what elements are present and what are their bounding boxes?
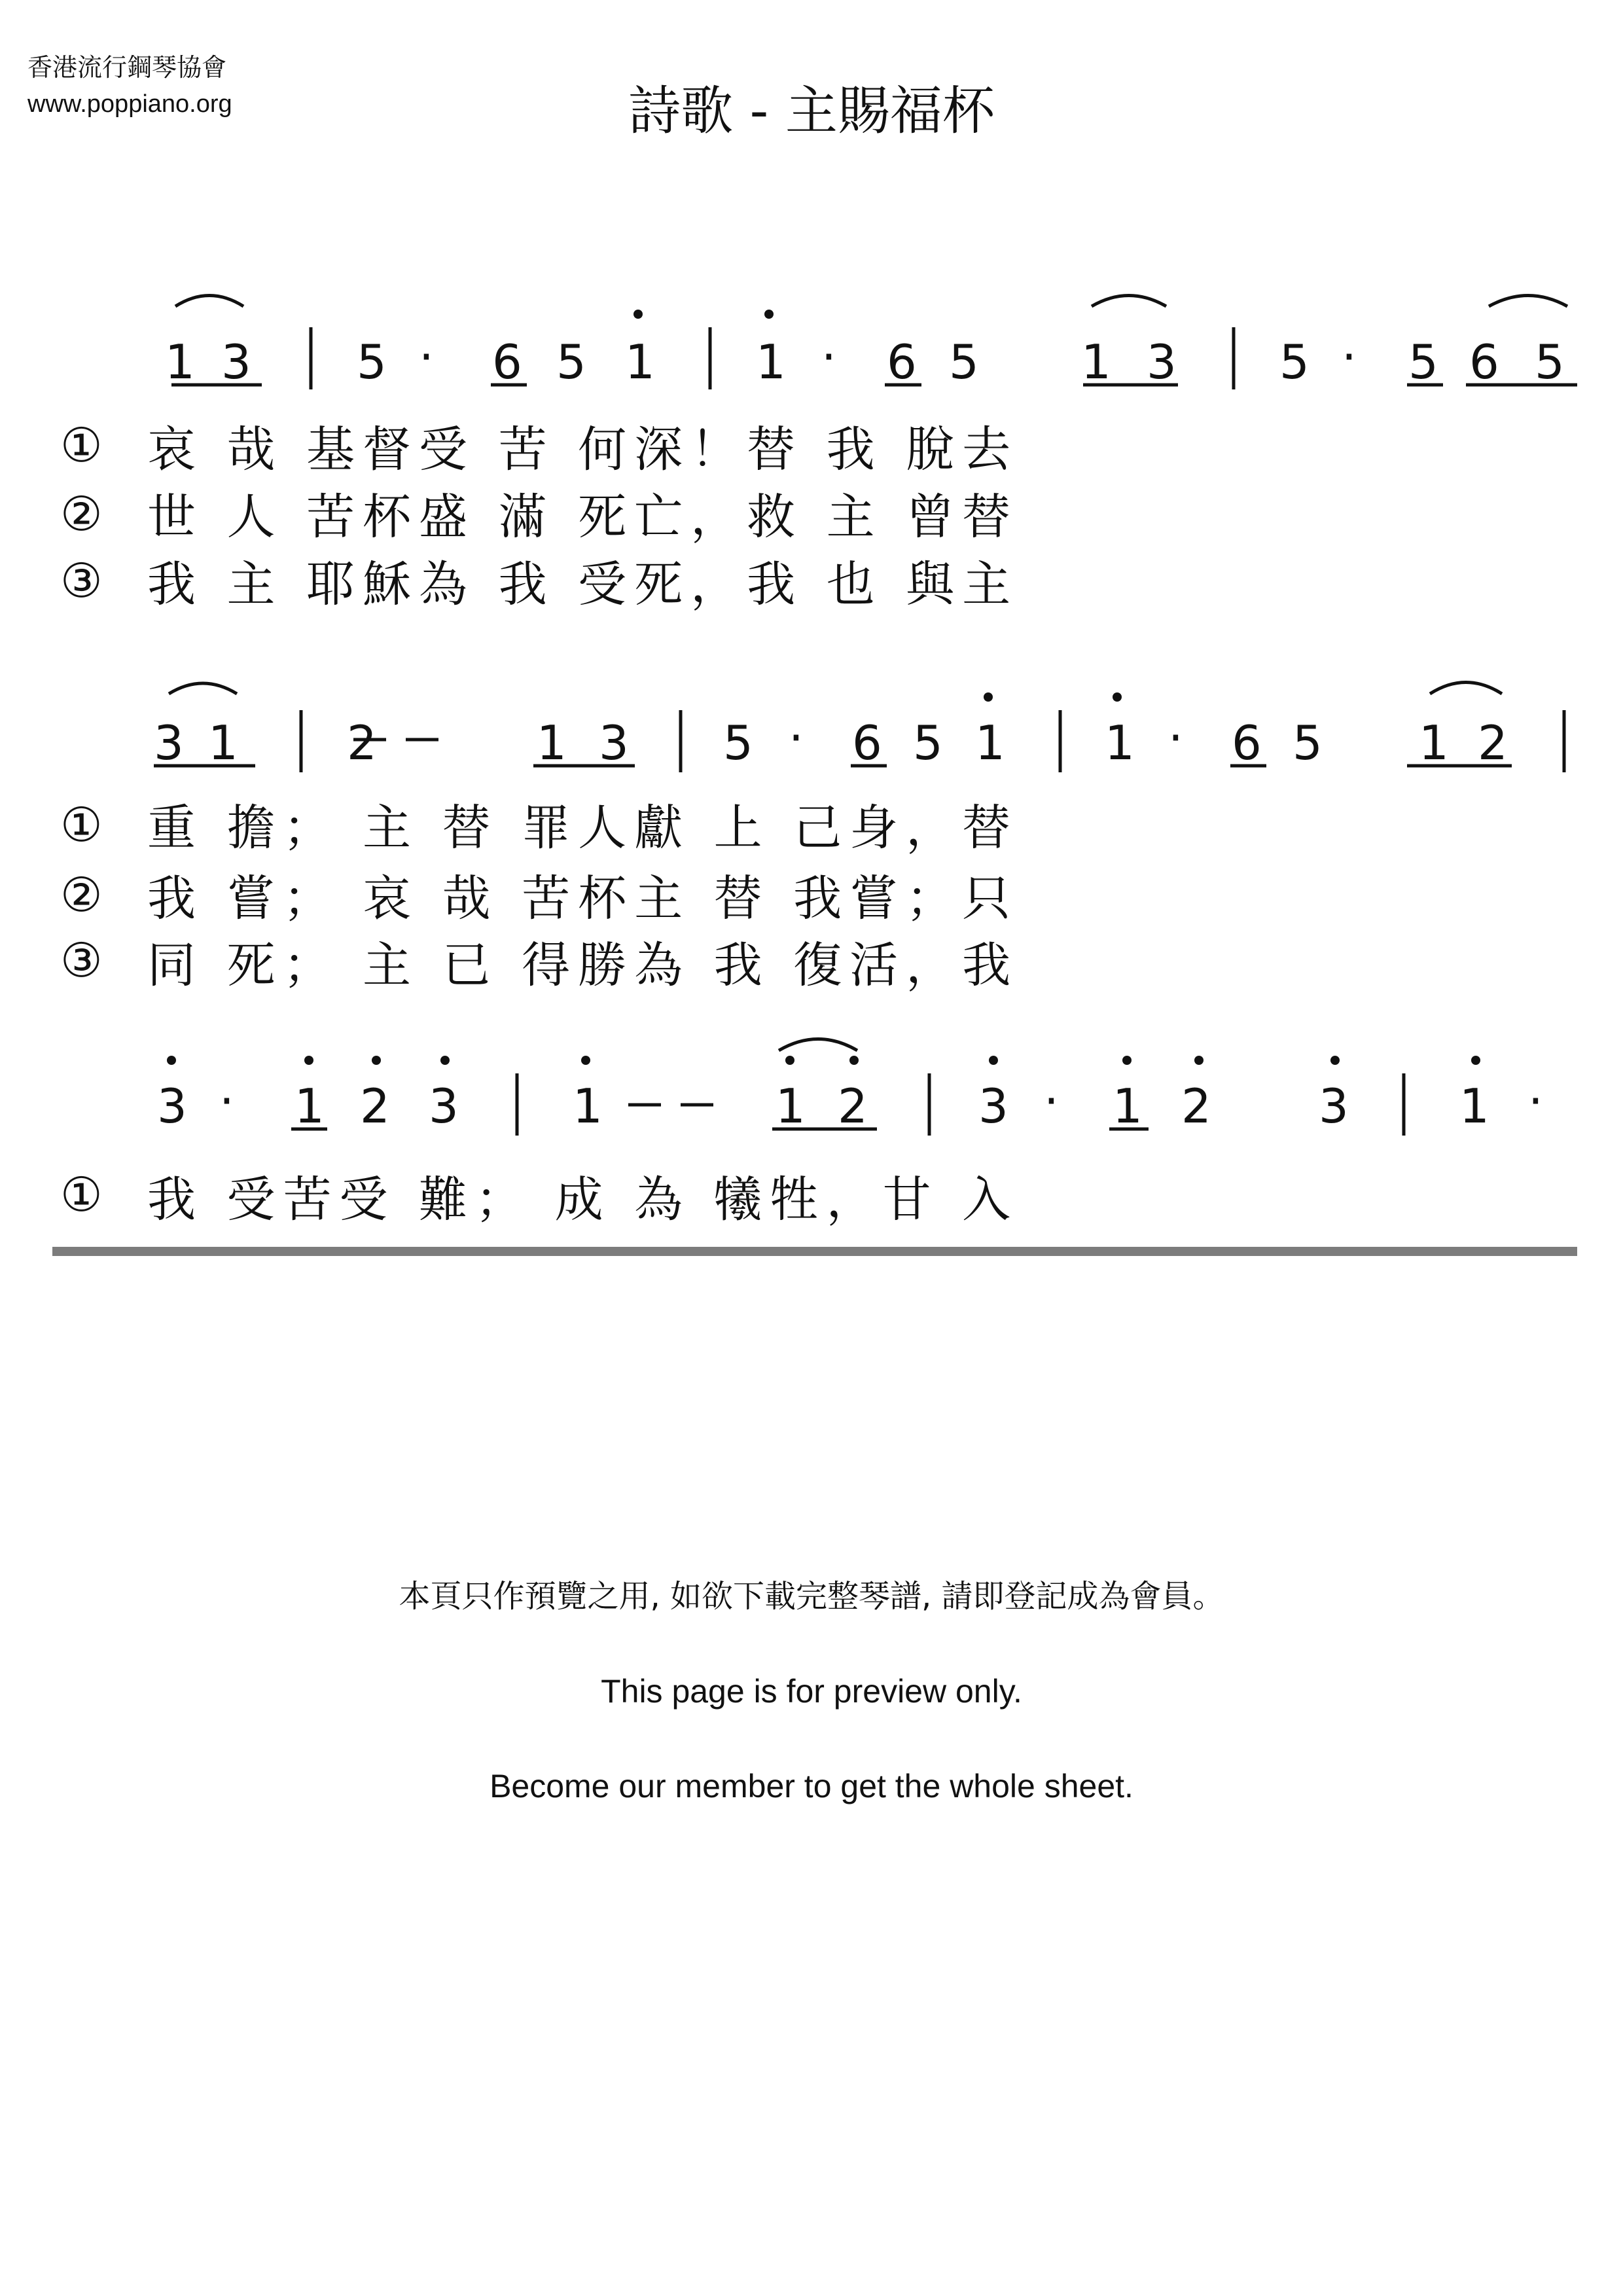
verse-mark: ① (60, 1167, 103, 1222)
verse-mark: ② (60, 486, 103, 541)
svg-text:1: 1 (208, 715, 238, 770)
svg-text:5: 5 (357, 334, 387, 389)
svg-text:·: · (821, 329, 836, 384)
svg-text:1: 1 (625, 334, 655, 389)
svg-text:3: 3 (978, 1079, 1008, 1134)
svg-text:5: 5 (723, 715, 753, 770)
svg-text:1: 1 (573, 1079, 603, 1134)
svg-text:1: 1 (1459, 1079, 1489, 1134)
svg-text:·: · (419, 329, 434, 384)
svg-text:6: 6 (887, 334, 917, 389)
svg-text:·: · (1528, 1073, 1543, 1128)
svg-text:·: · (1044, 1073, 1059, 1128)
verse-mark: ③ (60, 933, 103, 988)
svg-text:·: · (1168, 710, 1183, 765)
verse-mark: ① (60, 797, 103, 852)
svg-text:2: 2 (360, 1079, 390, 1134)
slur (1092, 296, 1166, 307)
svg-text:6: 6 (492, 334, 522, 389)
lyric-line: 我 嘗； 哀 哉 苦杯主 替 我嘗；只 (147, 870, 1019, 927)
lyric-line: 我 受苦受 難； 成 為 犧牲，甘 入 (147, 1172, 1019, 1228)
svg-text:6: 6 (852, 715, 882, 770)
svg-text:3: 3 (154, 715, 184, 770)
cut-off-row (52, 1247, 1577, 1256)
svg-text:·: · (219, 1073, 234, 1128)
svg-text:5: 5 (1293, 715, 1323, 770)
preview-notice-english-2: Become our member to get the whole sheet. (490, 1768, 1133, 1804)
lyric-line: 我 主 耶穌為 我 受死，我 也 與主 (147, 556, 1019, 613)
svg-text:5: 5 (949, 334, 979, 389)
svg-text:1: 1 (1081, 334, 1111, 389)
svg-text:5: 5 (1408, 334, 1438, 389)
svg-text:1: 1 (1105, 715, 1135, 770)
lyric-line: 哀 哉 基督受 苦 何深！替 我 脫去 (147, 422, 1019, 478)
svg-text:1: 1 (1419, 715, 1449, 770)
svg-text:1: 1 (1113, 1079, 1143, 1134)
preview-notice-english-1: This page is for preview only. (601, 1673, 1022, 1710)
svg-text:6: 6 (1232, 715, 1262, 770)
lyric-line: 同 死； 主 已 得勝為 我 復活，我 (147, 937, 1019, 994)
verse-mark: ③ (60, 553, 103, 608)
svg-text:5: 5 (1279, 334, 1310, 389)
svg-text:2: 2 (1181, 1079, 1211, 1134)
org-url[interactable]: www.poppiano.org (27, 90, 232, 118)
lyric-line: 重 擔； 主 替 罪人獻 上 己身，替 (147, 800, 1019, 856)
svg-text:2: 2 (347, 715, 377, 770)
svg-text:2: 2 (1478, 715, 1508, 770)
svg-text:3: 3 (1147, 334, 1177, 389)
svg-text:1: 1 (756, 334, 786, 389)
svg-text:1: 1 (294, 1079, 325, 1134)
page-title: 詩歌 - 主賜福杯 (628, 81, 995, 141)
svg-text:1: 1 (975, 715, 1005, 770)
svg-text:6: 6 (1469, 334, 1499, 389)
svg-text:3: 3 (429, 1079, 459, 1134)
svg-text:1: 1 (165, 334, 195, 389)
verse-mark: ① (60, 418, 103, 473)
svg-text:3: 3 (599, 715, 629, 770)
lyric-line: 世 人 苦杯盛 滿 死亡，救 主 曾替 (147, 489, 1019, 545)
svg-text:3: 3 (221, 334, 251, 389)
svg-text:·: · (789, 710, 804, 765)
svg-text:3: 3 (157, 1079, 187, 1134)
svg-text:5: 5 (1535, 334, 1565, 389)
verse-mark: ② (60, 867, 103, 922)
svg-text:5: 5 (913, 715, 943, 770)
svg-text:1: 1 (776, 1079, 806, 1134)
slur (175, 296, 243, 307)
svg-text:2: 2 (838, 1079, 868, 1134)
svg-text:1: 1 (537, 715, 567, 770)
svg-text:3: 3 (1319, 1079, 1349, 1134)
preview-notice-chinese: 本頁只作預覽之用, 如欲下載完整琴譜, 請即登記成為會員。 (399, 1578, 1224, 1615)
svg-text:·: · (1342, 329, 1357, 384)
slur (1489, 296, 1567, 307)
org-name: 香港流行鋼琴協會 (27, 53, 227, 82)
svg-text:5: 5 (556, 334, 586, 389)
